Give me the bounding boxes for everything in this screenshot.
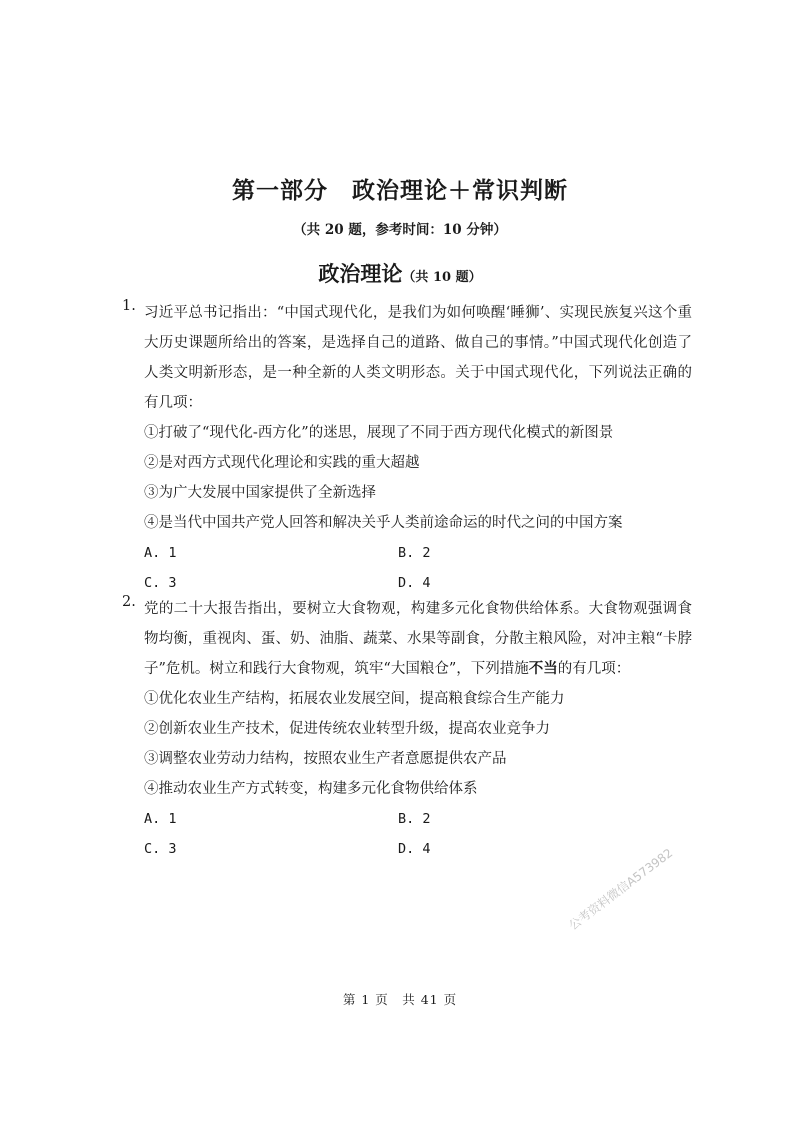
statement-item: ①优化农业生产结构，拓展农业发展空间，提高粮食综合生产能力 [144, 691, 565, 707]
section-heading [0, 258, 800, 288]
watermark: 公考资料微信A573982 [566, 845, 676, 933]
answer-option-a: A. 1 [144, 811, 177, 827]
answer-row [144, 538, 692, 568]
subtitle: （共 20 题，参考时间：10 分钟） [293, 222, 507, 238]
question-stem: 习近平总书记指出：“中国式现代化，是我们为如何唤醒‘睡狮’、实现民族复兴这个重大历史课题所给出的答案，是选择自己的道路、做自己的事情。”中国式现代化创造了人类文明新形态，是一种全新的人类文明形态。关于中国式现代化，下列说法正确的有几项： [144, 305, 692, 411]
statement-item: ④推动农业生产方式转变，构建多元化食物供给体系 [144, 781, 478, 797]
section-count: （共 10 题） [402, 270, 482, 285]
question-stem [144, 594, 692, 684]
statement-item: ①打破了“现代化-西方化”的迷思，展现了不同于西方现代化模式的新图景 [144, 425, 614, 441]
answer-option-c: C. 3 [144, 575, 177, 591]
question-number: 1. [122, 298, 136, 314]
statement-item: ②是对西方式现代化理论和实践的重大超越 [144, 455, 420, 471]
answer-option-b: B. 2 [398, 811, 431, 827]
answer-row [144, 804, 692, 834]
question-number: 2. [122, 594, 136, 610]
page-footer: 第 1 页 共 41 页 [342, 992, 458, 1007]
answer-option-d: D. 4 [398, 841, 431, 857]
question-2 [122, 594, 692, 864]
stem-text: 党的二十大报告指出，要树立大食物观，构建多元化食物供给体系。大食物观强调食物均衡，重视肉、蛋、奶、油脂、蔬菜、水果等副食，分散主粮风险，对冲主粮“卡脖子”危机。树立和践行大食物观，筑牢“大国粮仓”，下列措施 [144, 601, 692, 677]
answer-option-c: C. 3 [144, 841, 177, 857]
section-title: 政治理论 [318, 262, 403, 286]
answer-option-b: B. 2 [398, 545, 431, 561]
answer-row [144, 834, 692, 864]
question-1 [122, 298, 692, 598]
main-title: 第一部分 政治理论＋常识判断 [232, 178, 568, 204]
statement-item: ②创新农业生产技术，促进传统农业转型升级，提高农业竞争力 [144, 721, 550, 737]
stem-emphasis: 不当 [528, 660, 558, 677]
statement-item: ③为广大发展中国家提供了全新选择 [144, 485, 376, 501]
statement-item: ③调整农业劳动力结构，按照农业生产者意愿提供农产品 [144, 751, 507, 767]
stem-text-end: 的有几项： [557, 661, 631, 677]
answer-option-d: D. 4 [398, 575, 431, 591]
statement-item: ④是当代中国共产党人回答和解决关乎人类前途命运的时代之问的中国方案 [144, 515, 623, 531]
answer-option-a: A. 1 [144, 545, 177, 561]
